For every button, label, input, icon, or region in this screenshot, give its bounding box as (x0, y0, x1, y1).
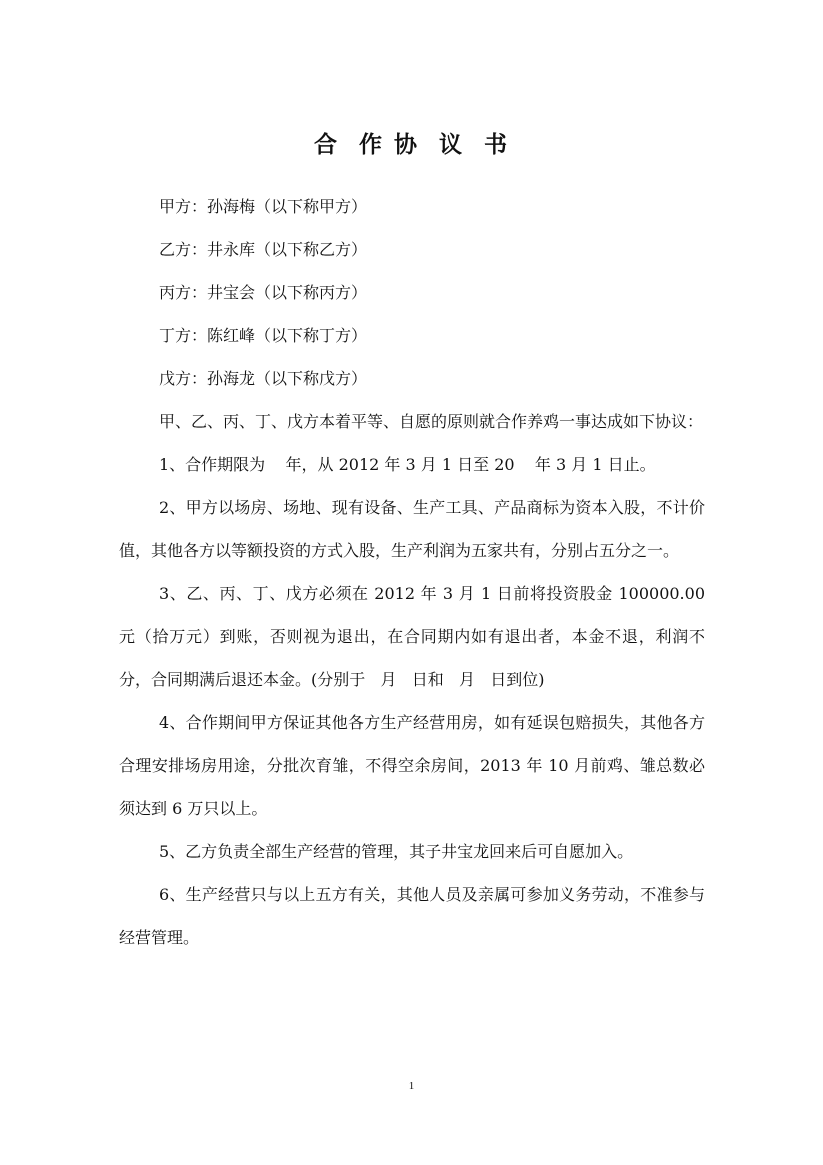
party-d: 丁方：陈红峰（以下称丁方） (159, 326, 368, 345)
party-e: 戊方：孙海龙（以下称戊方） (159, 369, 368, 388)
document-title: 合 作 协 议 书 (313, 132, 510, 158)
page-number: 1 (408, 1080, 415, 1092)
party-b: 乙方：井永库（以下称乙方） (159, 240, 368, 259)
party-c: 丙方：井宝会（以下称丙方） (159, 283, 368, 302)
clause-5: 5、乙方负责全部生产经营的管理，其子井宝龙回来后可自愿加入。 (159, 842, 634, 861)
clause-2: 2、甲方以场房、场地、现有设备、生产工具、产品商标为资本入股，不计价值，其他各方以等额投资的方式入股，生产利润为五家共有，分别占五分之一。 (119, 498, 705, 560)
clause-6: 6、生产经营只与以上五方有关，其他人员及亲属可参加义务劳动，不准参与经营管理。 (119, 885, 705, 947)
clause-1: 1、合作期限为 年，从 2012 年 3 月 1 日至 20 年 3 月 1 日止。 (159, 455, 656, 474)
intro-paragraph: 甲、乙、丙、丁、戊方本着平等、自愿的原则就合作养鸡一事达成如下协议： (159, 412, 704, 431)
clause-4: 4、合作期间甲方保证其他各方生产经营用房，如有延误包赔损失，其他各方合理安排场房用途，分批次育雏，不得空余房间，2013 年 10 月前鸡、雏总数必须达到 6 万只以上。 (119, 713, 705, 818)
document-body (119, 185, 711, 959)
party-a: 甲方：孙海梅（以下称甲方） (159, 197, 368, 216)
clause-3: 3、乙、丙、丁、戊方必须在 2012 年 3 月 1 日前将投资股金 100000.00 元（拾万元）到账，否则视为退出，在合同期内如有退出者，本金不退，利润不分，合同期满后退还本金。(分别于 月 日和 月 日到位) (119, 584, 711, 689)
